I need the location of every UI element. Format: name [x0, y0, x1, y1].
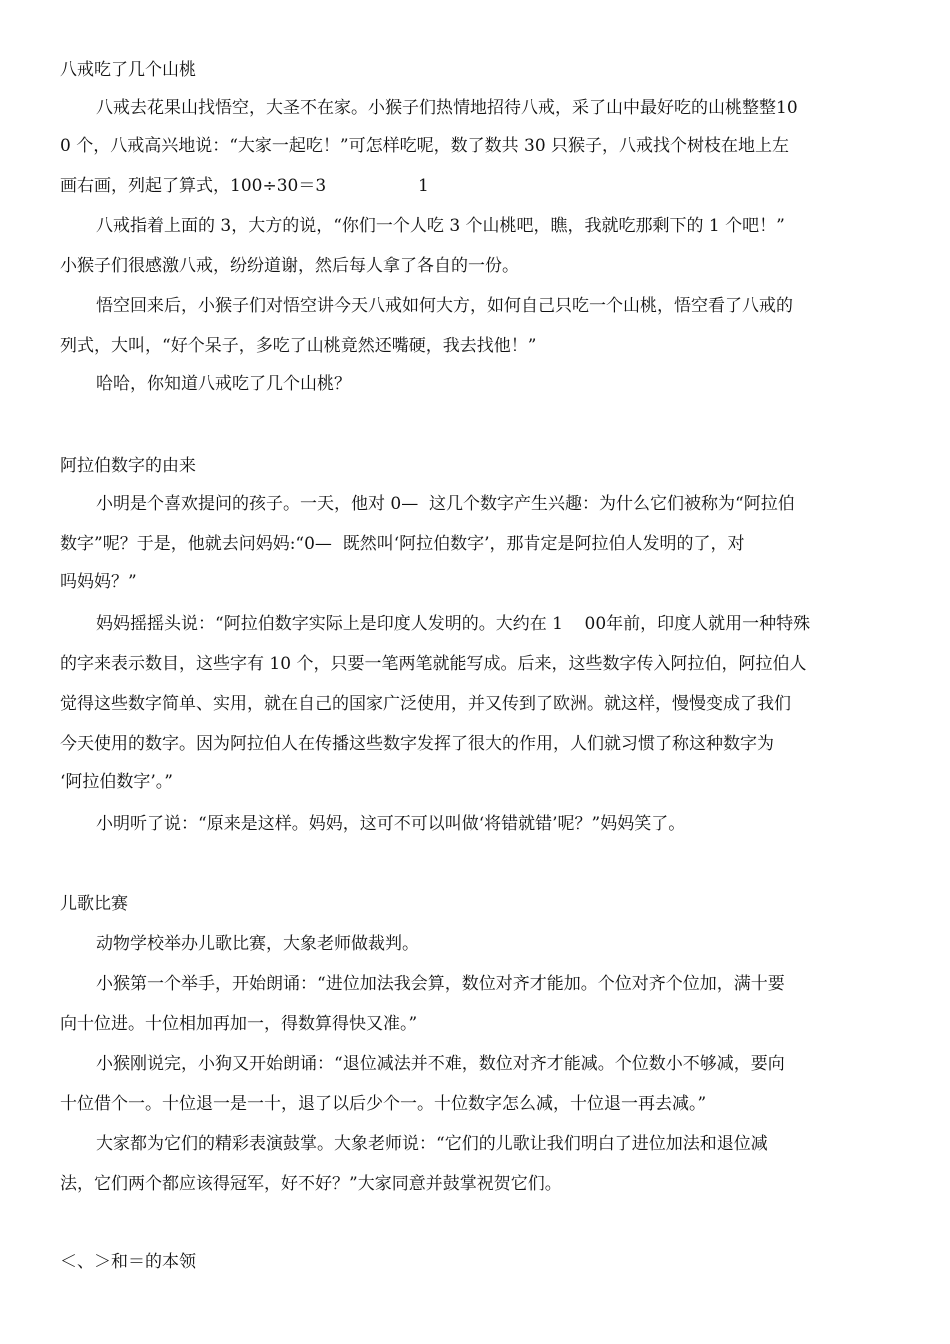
paragraph-line: 八戒指着上面的 3，大方的说，“你们一个人吃 3 个山桃吧，瞧，我就吃那剩下的 1 个吧！”	[96, 216, 785, 236]
story-title: 八戒吃了几个山桃	[60, 60, 196, 80]
paragraph-line: 小明是个喜欢提问的孩子。一天，他对 0— 这几个数字产生兴趣：为什么它们被称为“阿拉伯	[96, 494, 795, 514]
paragraph-line: 列式，大叫，“好个呆子，多吃了山桃竟然还嘴硬，我去找他！”	[60, 336, 537, 356]
paragraph-line: 悟空回来后，小猴子们对悟空讲今天八戒如何大方，如何自己只吃一个山桃，悟空看了八戒的	[96, 296, 793, 316]
paragraph-line: 小猴刚说完，小狗又开始朗诵：“退位减法并不难，数位对齐才能减。个位数小不够减，要向	[96, 1054, 785, 1074]
story-title: 儿歌比赛	[60, 894, 128, 914]
paragraph-line: ‘阿拉伯数字’。”	[60, 772, 173, 792]
paragraph-line: 觉得这些数字简单、实用，就在自己的国家广泛使用，并又传到了欧洲。就这样，慢慢变成了我们	[60, 694, 791, 714]
story-title: 阿拉伯数字的由来	[60, 456, 196, 476]
paragraph-line: 的字来表示数目，这些字有 10 个，只要一笔两笔就能写成。后来，这些数字传入阿拉伯，阿拉伯人	[60, 654, 807, 674]
paragraph-line: 法，它们两个都应该得冠军，好不好？”大家同意并鼓掌祝贺它们。	[60, 1174, 562, 1194]
paragraph-line: 哈哈，你知道八戒吃了几个山桃？	[96, 374, 351, 394]
paragraph-line: 向十位进。十位相加再加一，得数算得快又准。”	[60, 1014, 418, 1034]
paragraph-line: 吗妈妈？”	[60, 572, 137, 592]
paragraph-line: 小猴子们很感激八戒，纷纷道谢，然后每人拿了各自的一份。	[60, 256, 519, 276]
paragraph-line: 0 个，八戒高兴地说：“大家一起吃！”可怎样吃呢，数了数共 30 只猴子，八戒找个树枝在地上左	[60, 136, 790, 156]
paragraph-line: 小明听了说：“原来是这样。妈妈，这可不可以叫做‘将错就错’呢？”妈妈笑了。	[96, 814, 686, 834]
paragraph-line: 八戒去花果山找悟空，大圣不在家。小猴子们热情地招待八戒，采了山中最好吃的山桃整整10	[96, 98, 798, 118]
paragraph-line: 小猴第一个举手，开始朗诵：“进位加法我会算，数位对齐才能加。个位对齐个位加，满十要	[96, 974, 785, 994]
story-title: ＜、＞和＝的本领	[60, 1252, 196, 1272]
paragraph-line: 大家都为它们的精彩表演鼓掌。大象老师说：“它们的儿歌让我们明白了进位加法和退位减	[96, 1134, 768, 1154]
paragraph-line: 数字”呢？于是，他就去问妈妈:“0— 既然叫‘阿拉伯数字’，那肯定是阿拉伯人发明的了，对	[60, 534, 745, 554]
paragraph-line: 动物学校举办儿歌比赛，大象老师做裁判。	[96, 934, 419, 954]
paragraph-line: 今天使用的数字。因为阿拉伯人在传播这些数字发挥了很大的作用，人们就习惯了称这种数字为	[60, 734, 774, 754]
paragraph-line: 画右画，列起了算式，100÷30＝3 1	[60, 176, 429, 196]
paragraph-line: 十位借个一。十位退一是一十，退了以后少个一。十位数字怎么减，十位退一再去减。”	[60, 1094, 707, 1114]
paragraph-line: 妈妈摇摇头说：“阿拉伯数字实际上是印度人发明的。大约在 1 00年前，印度人就用一种特殊	[96, 614, 811, 634]
